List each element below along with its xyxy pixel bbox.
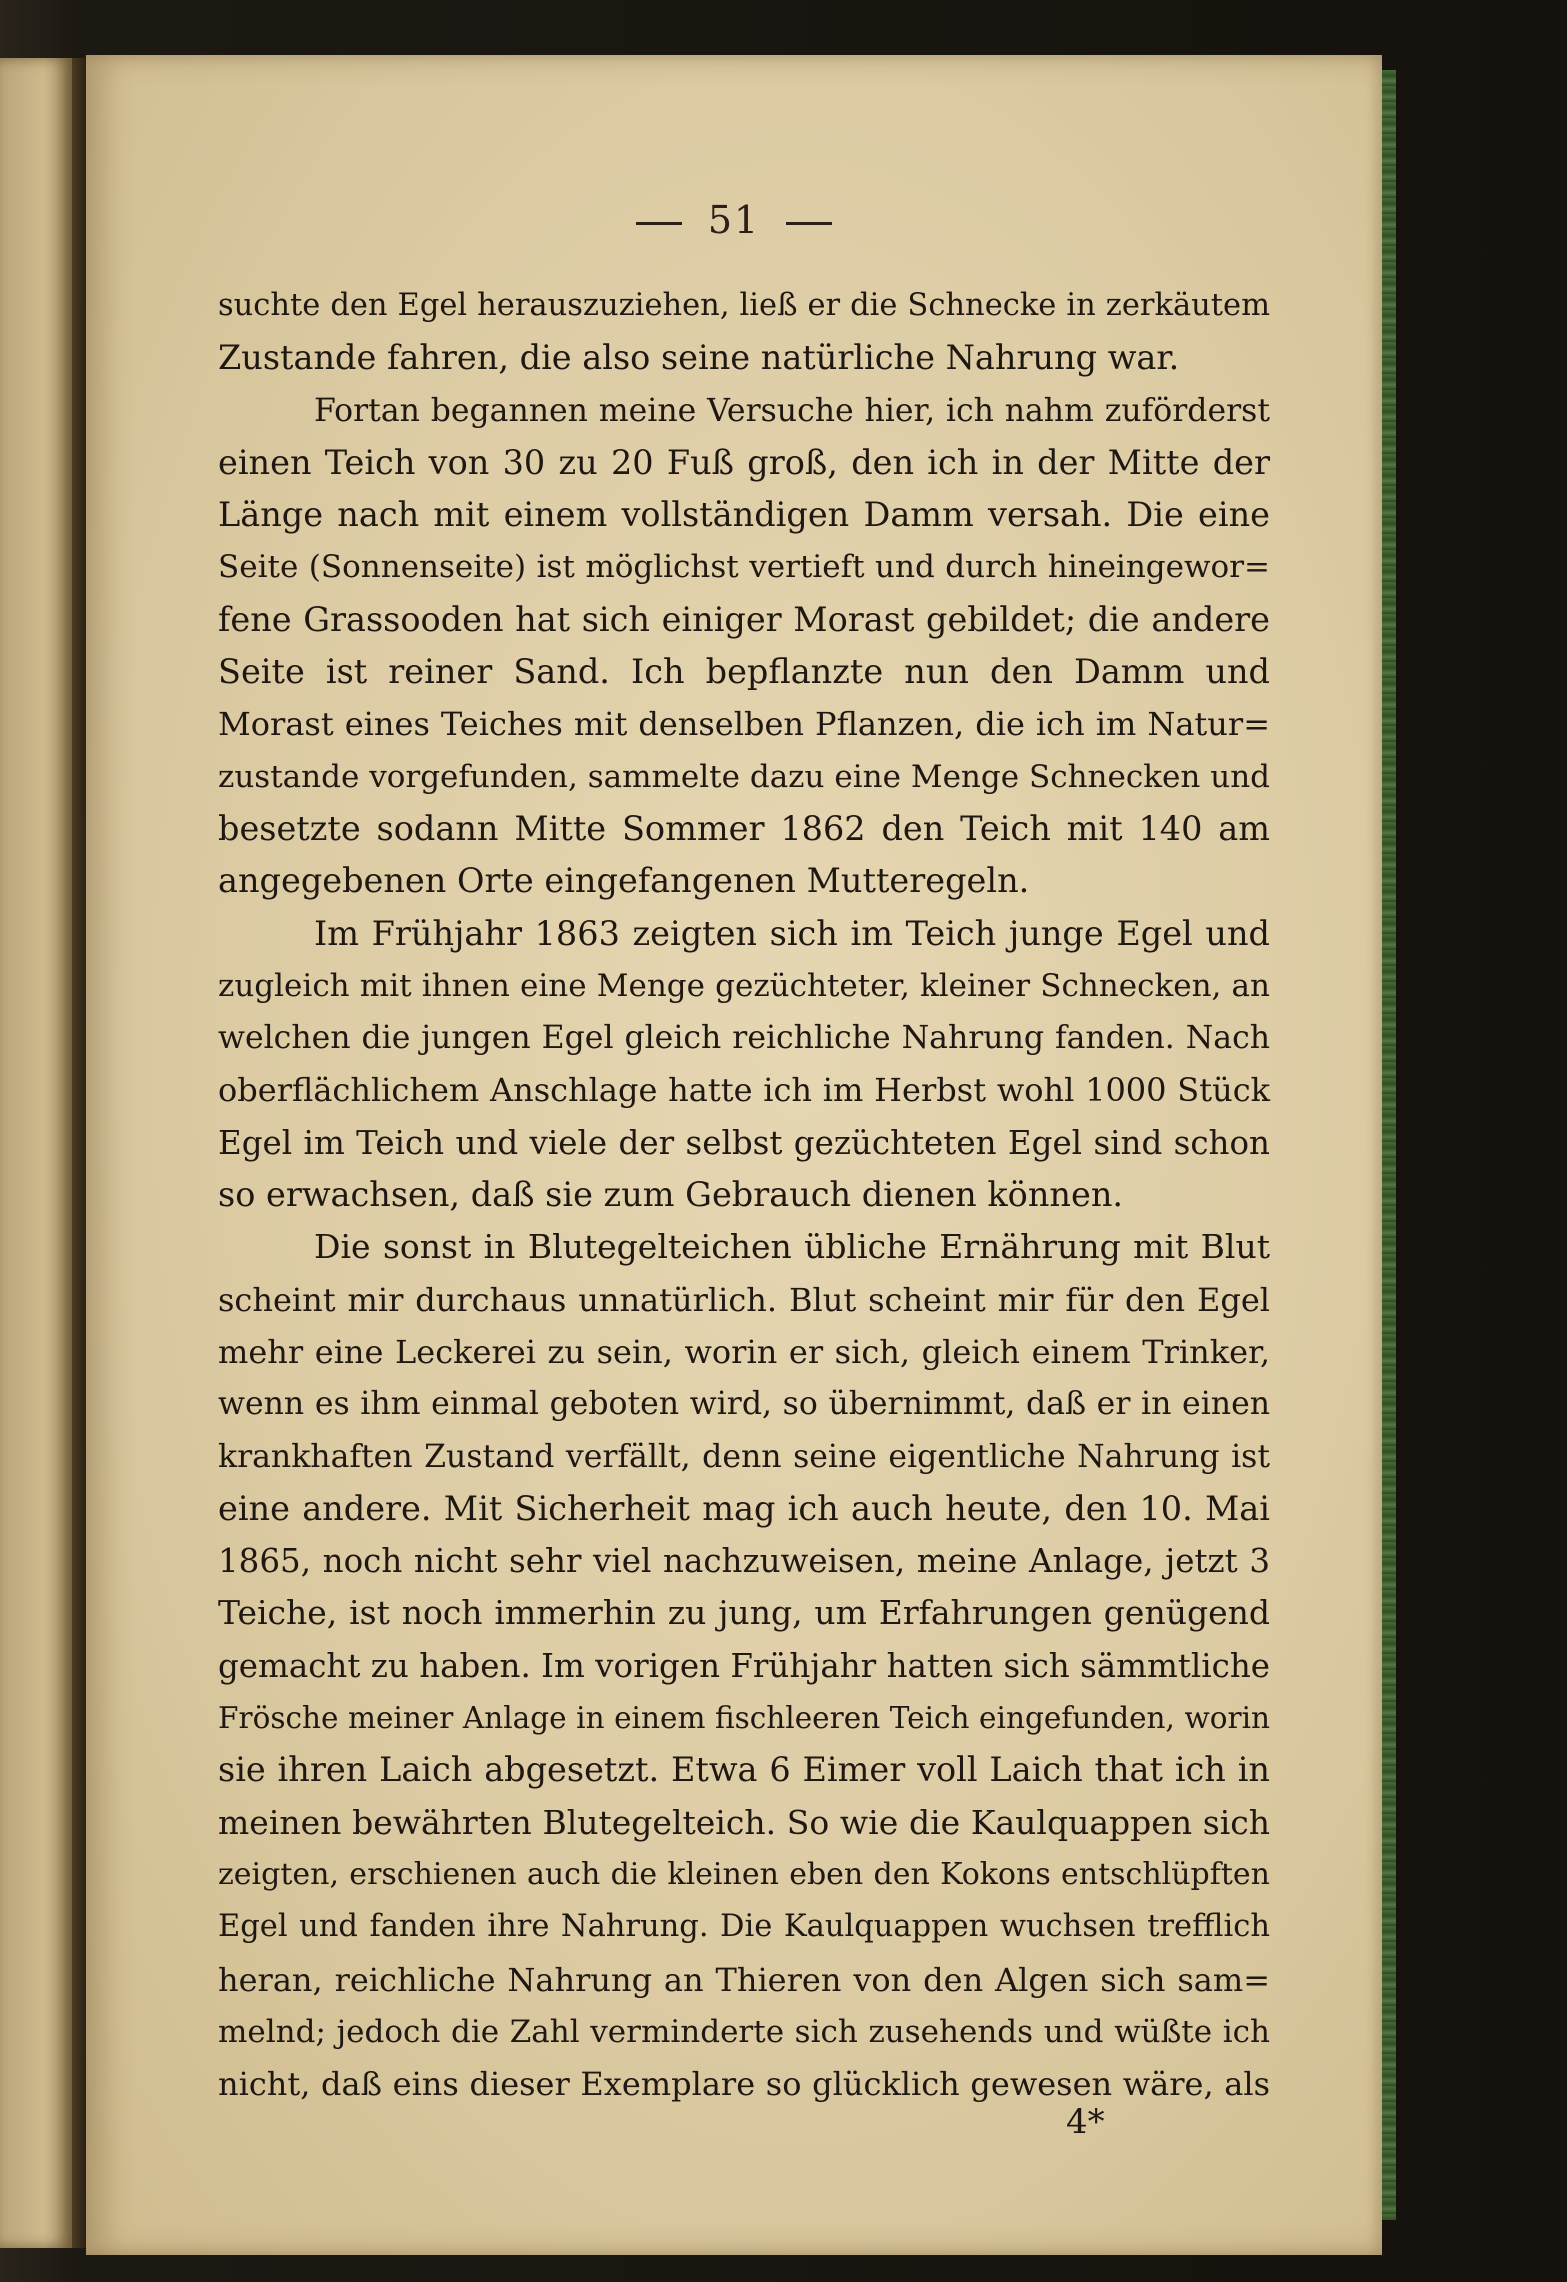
text-line: eine andere. Mit Sicherheit mag ich auch heute, den 10. Mai (218, 1488, 1270, 1528)
text-line: gemacht zu haben. Im vorigen Frühjahr hatten sich sämmtliche (218, 1646, 1270, 1685)
text-line: zustande vorgefunden, sammelte dazu eine Menge Schnecken und (218, 758, 1270, 795)
text-line: fene Grassooden hat sich einiger Morast gebildet; die andere (218, 599, 1270, 639)
text-line: Länge nach mit einem vollständigen Damm versah. Die eine (218, 495, 1270, 535)
book-gutter (72, 58, 86, 2248)
text-line: angegebenen Orte eingefangenen Mutteregeln. (218, 861, 1030, 901)
text-line: mehr eine Leckerei zu sein, worin er sich, gleich einem Trinker, (218, 1332, 1270, 1371)
text-line: einen Teich von 30 zu 20 Fuß groß, den ich in der Mitte der (218, 442, 1270, 482)
text-line: Im Frühjahr 1863 zeigten sich im Teich junge Egel und (314, 913, 1270, 953)
text-line: heran, reichliche Nahrung an Thieren von den Algen sich sam= (218, 1960, 1270, 1999)
text-line: melnd; jedoch die Zahl verminderte sich zusehends und wüßte ich (218, 2013, 1270, 2050)
header-dash-left (636, 222, 682, 225)
header-dash-right (786, 222, 832, 225)
text-line: scheint mir durchaus unnatürlich. Blut scheint mir für den Egel (218, 1280, 1270, 1319)
text-line: Zustande fahren, die also seine natürliche Nahrung war. (218, 338, 1180, 378)
page-edge-strip (1382, 70, 1396, 2220)
text-line: welchen die jungen Egel gleich reichliche Nahrung fanden. Nach (218, 1020, 1270, 1057)
text-line: Fortan begannen meine Versuche hier, ich nahm zuförderst (314, 392, 1270, 429)
text-line: wenn es ihm einmal geboten wird, so übernimmt, daß er in einen (218, 1386, 1270, 1423)
text-line: meinen bewährten Blutegelteich. So wie die Kaulquappen sich (218, 1802, 1270, 1842)
text-line: sie ihren Laich abgesetzt. Etwa 6 Eimer voll Laich that ich in (218, 1750, 1270, 1790)
page-number: 51 (707, 198, 761, 242)
previous-page-edge (0, 58, 72, 2248)
text-line: zugleich mit ihnen eine Menge gezüchteter, kleiner Schnecken, an (218, 967, 1270, 1004)
text-line: krankhaften Zustand verfällt, denn seine eigentliche Nahrung ist (218, 1438, 1270, 1475)
text-line: besetzte sodann Mitte Sommer 1862 den Teich mit 140 am (218, 808, 1270, 848)
text-line: Die sonst in Blutegelteichen übliche Ernährung mit Blut (314, 1227, 1270, 1267)
text-line: Seite ist reiner Sand. Ich bepflanzte nun den Damm und (218, 652, 1270, 692)
text-line: Teiche, ist noch immerhin zu jung, um Erfahrungen genügend (218, 1593, 1270, 1633)
text-line: oberflächlichem Anschlage hatte ich im Herbst wohl 1000 Stück (218, 1071, 1270, 1110)
text-line: nicht, daß eins dieser Exemplare so glücklich gewesen wäre, als (218, 2065, 1270, 2104)
text-line: Egel im Teich und viele der selbst gezüchteten Egel sind schon (218, 1123, 1270, 1162)
text-line: Frösche meiner Anlage in einem fischleeren Teich eingefunden, worin (218, 1701, 1270, 1736)
text-line: Seite (Sonnenseite) ist möglichst vertieft und durch hineingewor= (218, 549, 1270, 586)
text-line: so erwachsen, daß sie zum Gebrauch dienen können. (218, 1175, 1124, 1215)
text-line: zeigten, erschienen auch die kleinen eben den Kokons entschlüpften (218, 1856, 1270, 1892)
page-header (86, 198, 1382, 242)
text-line: Morast eines Teiches mit denselben Pflanzen, die ich im Natur= (218, 705, 1270, 744)
body-text (218, 280, 1270, 2110)
text-line: 1865, noch nicht sehr viel nachzuweisen, meine Anlage, jetzt 3 (218, 1542, 1270, 1581)
printer-signature: 4* (1066, 2102, 1105, 2142)
text-line: suchte den Egel herauszuziehen, ließ er die Schnecke in zerkäutem (218, 288, 1270, 323)
text-line: Egel und fanden ihre Nahrung. Die Kaulquappen wuchsen trefflich (218, 1909, 1270, 1945)
